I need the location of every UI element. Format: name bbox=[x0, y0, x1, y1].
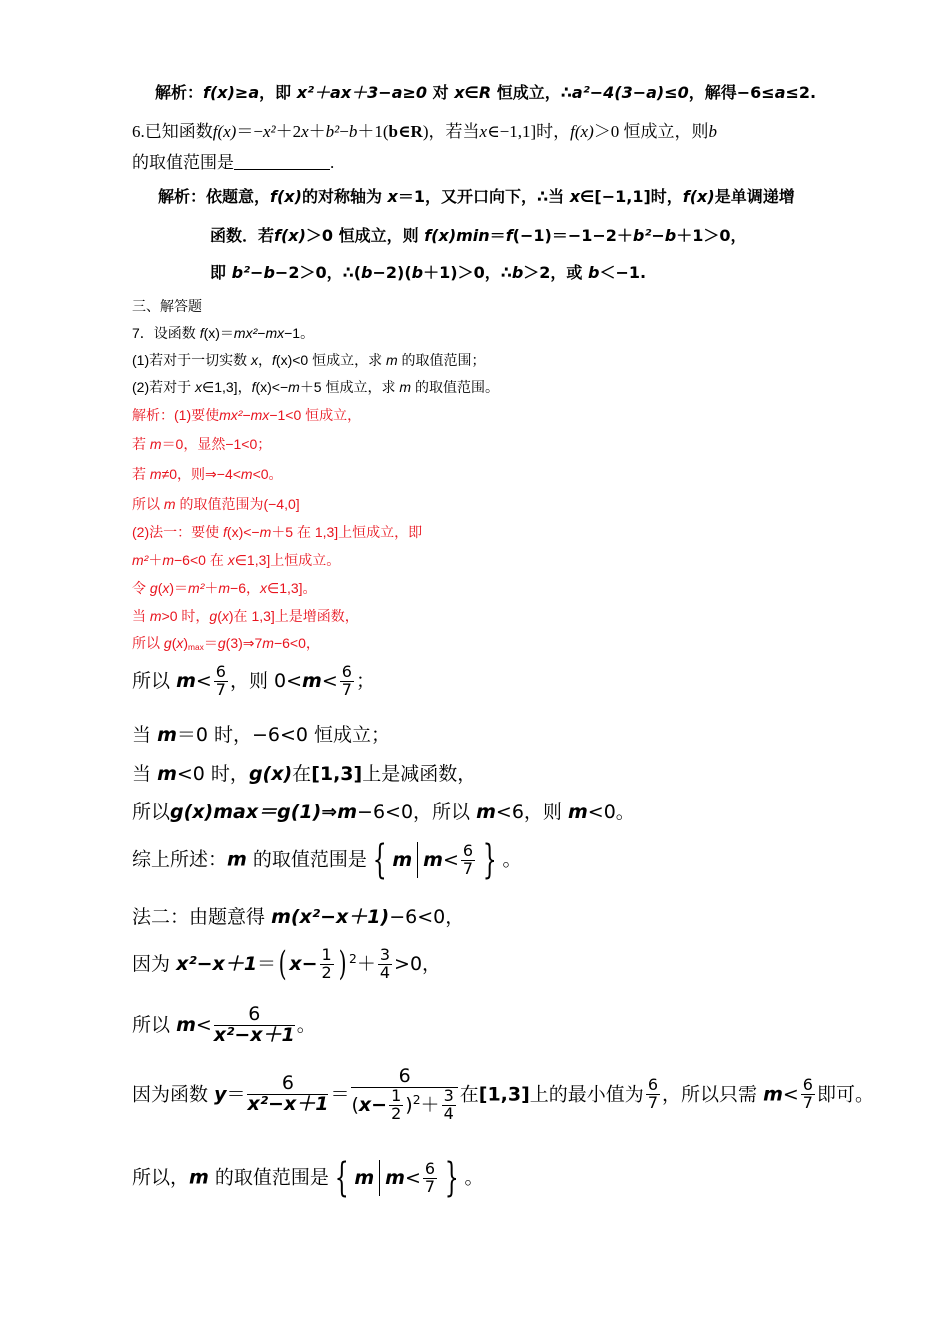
section-heading: 三、解答题 bbox=[132, 298, 202, 314]
step-line-4: 所以g(x)max＝g(1)⇒m−6<0，所以 m<6，则 m<0。 bbox=[132, 801, 635, 823]
problem-6-line-1: 6.已知函数f(x)＝−x²＋2x＋b²−b＋1(b∈R)，若当x∈−1,1]时，f(x)＞0 恒成立，则b bbox=[132, 122, 717, 141]
red-line-7: 令 g(x)＝m²＋m−6，x∈1,3]。 bbox=[132, 580, 317, 596]
step-line-6: 法二：由题意得 m(x²−x＋1)−6<0， bbox=[132, 906, 465, 928]
step-line-10: 所以，m 的取值范围是 { m m < $\frac{6}{7}$ } 。 bbox=[132, 1155, 484, 1201]
red-line-9: 所以 $g(x)_{max}=g(3)\Rightarrow 7m-6<0$， bbox=[132, 635, 320, 653]
step-line-8: 所以 m< $\frac{6}{\text{x²−x＋1}}$ 。 bbox=[132, 1003, 316, 1046]
solution-6-line-2: 函数．若f(x)＞0 恒成立，则 f(x)min＝f(−1)＝−1−2＋b²−b＋1＞0， bbox=[210, 226, 747, 245]
fraction-1-2: $\frac{1}{2}$ bbox=[321, 945, 332, 982]
red-line-1: 解析：(1)要使mx²−mx−1<0 恒成立， bbox=[132, 407, 362, 423]
fraction-6-7: $\frac{6}{7}$ bbox=[802, 1075, 813, 1113]
fraction-6-7: $\frac{6}{7}$ bbox=[647, 1075, 658, 1113]
problem-7-part-1: (1)若对于一切实数 x，f(x)<0 恒成立，求 m 的取值范围； bbox=[132, 352, 486, 368]
step-line-9: 因为函数 y＝ $\frac{6}{\text{x²−x＋1}}$ ＝ 6 (x− $\frac{1}{2}$ )$^2$＋ $\frac{3}{4}$ 在[1,3]上的最小值为 $\frac{6}{7}$ ，所以只需 m< $\frac{6}{7}$ 即可。 bbox=[132, 1065, 874, 1123]
red-line-5: (2)法一：要使 f(x)<−m＋5 在 1,3]上恒成立，即 bbox=[132, 524, 423, 540]
red-line-8: 当 m>0 时，g(x)在 1,3]上是增函数， bbox=[132, 608, 359, 624]
fraction-6-over-completed-square: 6 (x− $\frac{1}{2}$ )$^2$＋ $\frac{3}{4}$ bbox=[351, 1067, 457, 1123]
fraction-6-7: $\frac{6}{7}$ bbox=[462, 840, 474, 878]
solution-6-line-3: 即 b²−b−2＞0，∴(b−2)(b＋1)＞0，∴b＞2，或 b＜−1. bbox=[210, 263, 647, 282]
solution-set: { m m < $\frac{6}{7}$ } bbox=[372, 837, 497, 883]
step-line-7: 因为 x²−x＋1＝( x− $\frac{1}{2}$ ) $^2$＋ $\frac{3}{4}$ >0， bbox=[132, 944, 442, 985]
solution-6-line-1: 解析：依题意，f(x)的对称轴为 x＝1，又开口向下，∴当 x∈[−1,1]时，f(x)是单调递增 bbox=[158, 187, 795, 206]
step-line-1: 所以 m< $\frac{6}{7}$ ，则 0<m< $\frac{6}{7}$ ； bbox=[132, 662, 375, 699]
fraction-6-over-quadratic: $\frac{6}{\text{x²−x＋1}}$ bbox=[247, 1072, 329, 1116]
fraction-6-7: $\frac{6}{7}$ bbox=[341, 662, 352, 699]
step-line-2: 当 m＝0 时，−6<0 恒成立； bbox=[132, 724, 391, 746]
problem-7-stem: 7．设函数 f(x)＝mx²−mx−1。 bbox=[132, 325, 315, 341]
red-line-4: 所以 m 的取值范围为(−4,0] bbox=[132, 496, 300, 512]
problem-6-line-2: 的取值范围是 . bbox=[132, 153, 335, 172]
red-line-2: 若 m＝0，显然−1<0； bbox=[132, 436, 272, 452]
answer-blank bbox=[234, 155, 330, 170]
red-line-3: 若 m≠0，则⇒−4<m<0。 bbox=[132, 466, 283, 482]
step-line-5: 综上所述：m 的取值范围是 { m m < $\frac{6}{7}$ } 。 bbox=[132, 837, 522, 883]
step-line-3: 当 m<0 时，g(x)在[1,3]上是减函数， bbox=[132, 763, 477, 785]
solution-set: { m m < $\frac{6}{7}$ } bbox=[334, 1155, 459, 1201]
fraction-3-4: $\frac{3}{4}$ bbox=[379, 945, 391, 982]
red-line-6: m²＋m−6<0 在 x∈1,3]上恒成立。 bbox=[132, 552, 341, 568]
fraction-6-7: $\frac{6}{7}$ bbox=[215, 662, 226, 699]
problem-7-part-2: (2)若对于 x∈1,3]，f(x)<−m＋5 恒成立，求 m 的取值范围。 bbox=[132, 379, 499, 395]
fraction-6-over-quadratic: $\frac{6}{\text{x²−x＋1}}$ bbox=[213, 1003, 295, 1046]
fraction-6-7: $\frac{6}{7}$ bbox=[424, 1158, 436, 1196]
solution-5-line: 解析：f(x)≥a，即 x²＋ax＋3−a≥0 对 x∈R 恒成立，∴a²−4(3−a)≤0，解得−6≤a≤2. bbox=[155, 83, 817, 102]
